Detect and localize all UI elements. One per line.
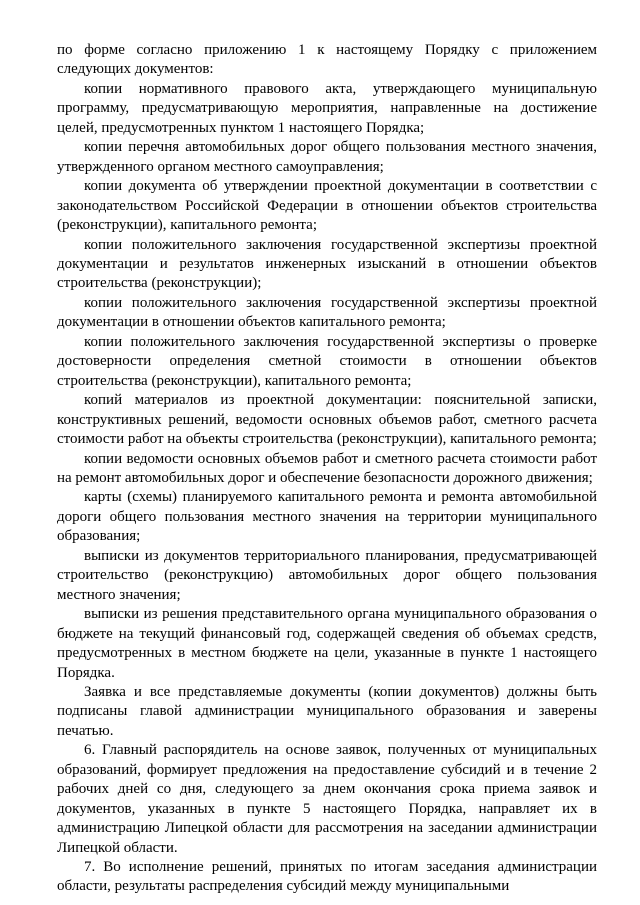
document-page	[57, 41, 597, 897]
paragraph-item: копии документа об утверждении проектной документации в соответствии с законодательством Российской Федерации в отношении объектов строительства (реконструкции), капитального ремонта;	[57, 178, 597, 234]
paragraph-item: копии перечня автомобильных дорог общего пользования местного значения, утвержденного органом местного самоуправления;	[57, 139, 597, 175]
paragraph-section-7: 7. Во исполнение решений, принятых по итогам заседания администрации области, результаты распределения субсидий между муниципальными	[57, 859, 597, 895]
paragraph-item: выписки из решения представительного органа муниципального образования о бюджете на текущий финансовый год, содержащей сведения об объемах средств, предусмотренных в местном бюджете на цели, указанные в пункте 1 настоящего Порядка.	[57, 606, 597, 681]
paragraph-item: копии положительного заключения государственной экспертизы проектной документации в отношении объектов капитального ремонта;	[57, 294, 597, 331]
paragraph-item: копии положительного заключения государственной экспертизы проектной документации и результатов инженерных изысканий в отношении объектов строительства (реконструкции);	[57, 236, 597, 292]
paragraph-signature-requirement: Заявка и все представляемые документы (копии документов) должны быть подписаны главой администрации муниципального образования и заверены печатью.	[57, 683, 597, 739]
paragraph-item: карты (схемы) планируемого капитального ремонта и ремонта автомобильной дороги общего пользования местного значения на территории муниципального образования;	[57, 489, 597, 545]
paragraph-item: копий материалов из проектной документации: пояснительной записки, конструктивных решений, ведомости основных объемов работ, сметного расчета стоимости работ на объекты строительства (реконструкции), капитального ремонта;	[57, 392, 597, 448]
paragraph-section-6: 6. Главный распорядитель на основе заявок, полученных от муниципальных образований, формирует предложения на предоставление субсидий и в течение 2 рабочих дней со дня, следующего за днем окончания срока приема заявок и документов, указанных в пункте 5 настоящего Порядка, направляет их в администрацию Липецкой области для рассмотрения на заседании администрации Липецкой области.	[57, 742, 597, 856]
paragraph-item: копии положительного заключения государственной экспертизы о проверке достоверности определения сметной стоимости в отношении объектов строительства (реконструкции), капитального ремонта;	[57, 333, 597, 389]
paragraph-item: выписки из документов территориального планирования, предусматривающей строительство (реконструкцию) автомобильных дорог общего пользования местного значения;	[57, 547, 597, 603]
paragraph-item: копии нормативного правового акта, утверждающего муниципальную программу, предусматривающую мероприятия, направленные на достижение целей, предусмотренных пунктом 1 настоящего Порядка;	[57, 80, 597, 136]
paragraph-item: копии ведомости основных объемов работ и сметного расчета стоимости работ на ремонт автомобильных дорог и обеспечение безопасности дорожного движения;	[57, 450, 597, 486]
paragraph-intro: по форме согласно приложению 1 к настоящему Порядку с приложением следующих документов:	[57, 42, 597, 78]
